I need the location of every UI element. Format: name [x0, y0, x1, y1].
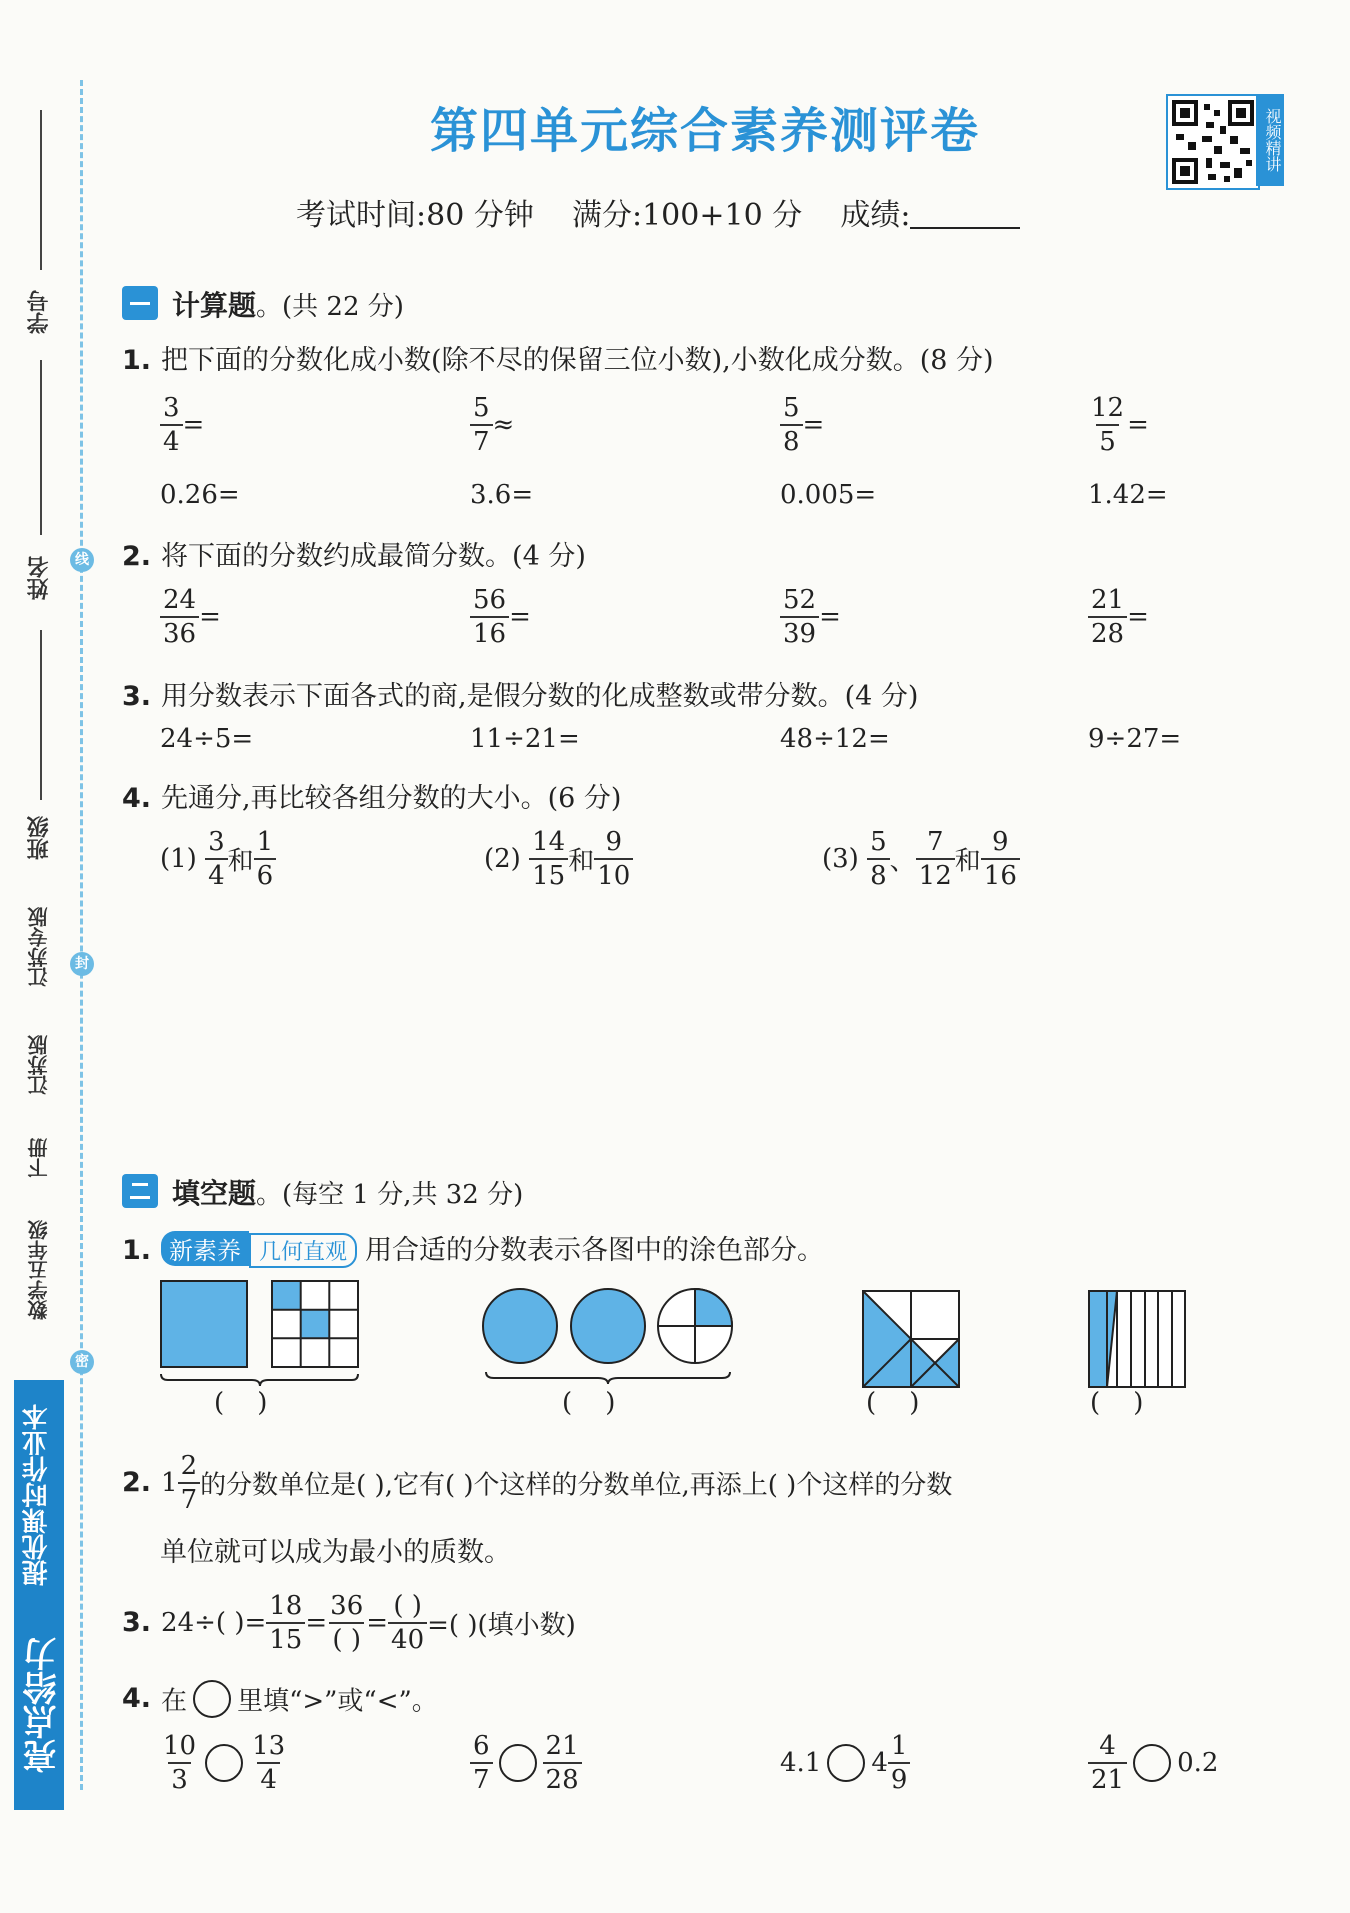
s1-q3-item-1: 24÷5= [160, 724, 254, 754]
s2-q4-compare-4: $\frac{4}{21}$ 0.2 [1088, 1730, 1218, 1796]
compare-circle-1[interactable] [205, 1744, 243, 1782]
s1-q4-group-1: (1) $\frac{3}{4}$ 和 $\frac{1}{6}$ [160, 826, 276, 892]
qr-tag-video: 视频精讲 [1256, 94, 1284, 186]
figure-4-answer[interactable]: ( ) [1090, 1388, 1144, 1418]
figure-3-answer[interactable]: ( ) [866, 1388, 920, 1418]
s1-q4-number: 4. [122, 783, 152, 814]
s1-q3-item-4: 9÷27= [1088, 724, 1182, 754]
s1-q1 [122, 338, 994, 377]
margin-label-volume: 下册 [27, 1138, 51, 1178]
s2-q4-compare-3: 4.1 4 $\frac{1}{9}$ [780, 1730, 910, 1796]
figure-1-square-grid [272, 1281, 358, 1367]
section-1-title: 计算题 [172, 289, 257, 322]
brand-series-name: 提优课时作业本 [22, 1404, 52, 1586]
s1-q1-decimal-3: 0.005= [780, 480, 877, 510]
s2-q1-number: 1. [122, 1235, 152, 1266]
s2-q2-fraction: $\frac{2}{7}$ [178, 1450, 201, 1516]
figure-4-strips [1088, 1290, 1188, 1390]
s1-q1-decimal-1: 0.26= [160, 480, 240, 510]
s2-q2-line-2: 单位就可以成为最小的质数。 [160, 1537, 511, 1568]
figure-2-circle-2 [571, 1289, 645, 1363]
s1-q3-text: 用分数表示下面各式的商,是假分数的化成整数或带分数。(4 分) [161, 681, 919, 712]
figure-3-triangles [862, 1290, 962, 1390]
margin-label-name: 姓名 [27, 556, 52, 600]
seal-feng: 封 [70, 952, 94, 976]
page-title: 第四单元综合素养测评卷 [429, 103, 980, 159]
figure-1-answer[interactable]: ( ) [214, 1388, 268, 1418]
s1-q4-group-3: (3) $\frac{5}{8}$ 、 $\frac{7}{12}$ 和 $\frac{9}{16}$ [822, 826, 1020, 892]
section-2-title: 填空题 [172, 1177, 257, 1210]
s2-q3-number: 3. [122, 1606, 152, 1638]
section-1-badge [122, 286, 158, 320]
s1-q1-text: 把下面的分数化成小数(除不尽的保留三位小数),小数化成分数。(8 分) [161, 345, 994, 376]
s2-q3-frac-3: $\frac{( )}{40}$ [388, 1590, 427, 1656]
seal-xian: 线 [70, 548, 94, 572]
s1-q2-frac-1: $\frac{24}{36}$ = [160, 584, 221, 650]
s2-q3-post: =( )(填小数) [427, 1610, 576, 1641]
section-1-note: 。(共 22 分) [256, 292, 404, 322]
section-2-badge [122, 1174, 158, 1208]
exam-score-label: 成绩: [840, 198, 911, 233]
figure-1-squares [160, 1280, 360, 1390]
section-2-note: 。(每空 1 分,共 32 分) [256, 1180, 524, 1210]
s1-q1-decimal-2: 3.6= [470, 480, 534, 510]
s2-q2-number: 2. [122, 1466, 152, 1498]
s1-q2-frac-3: $\frac{52}{39}$ = [780, 584, 841, 650]
s1-q4-group-2: (2) $\frac{14}{15}$ 和 $\frac{9}{10}$ [484, 826, 633, 892]
margin-label-student-id: 学号 [27, 290, 52, 334]
compare-circle-2[interactable] [499, 1744, 537, 1782]
figure-1-square-full [161, 1281, 247, 1367]
qr-code-icon [1168, 96, 1258, 188]
s2-q3-frac-1: $\frac{18}{15}$ [266, 1590, 305, 1656]
s2-q4: 4. 在 里填“>”或“<”。 [122, 1680, 438, 1718]
exam-info [296, 190, 1020, 234]
class-line [40, 630, 42, 800]
s1-q3-item-2: 11÷21= [470, 724, 580, 754]
s1-q3-number: 3. [122, 681, 152, 712]
name-line [40, 360, 42, 535]
score-blank[interactable] [910, 201, 1020, 229]
s2-q3-pre: 24÷( )= [161, 1608, 267, 1638]
s1-q3-item-3: 48÷12= [780, 724, 890, 754]
s2-q4-compare-1: $\frac{10}{3}$ $\frac{13}{4}$ [163, 1731, 286, 1795]
s2-q3-frac-2: $\frac{36}{( )}$ [330, 1591, 364, 1655]
s1-q3 [122, 674, 918, 713]
s1-q1-frac-3: $\frac{5}{8}$ = [780, 392, 824, 458]
s1-q2-frac-4: $\frac{21}{28}$ = [1088, 584, 1149, 650]
figure-1-brace [161, 1374, 358, 1386]
s1-q2-frac-2: $\frac{56}{16}$ = [470, 584, 531, 650]
s1-q1-frac-4: $\frac{12}{5}$ = [1091, 393, 1149, 457]
s1-q2 [122, 534, 586, 573]
s2-q2 [122, 1450, 952, 1516]
s2-q4-compare-2: $\frac{6}{7}$ $\frac{21}{28}$ [470, 1730, 582, 1796]
exam-time: 考试时间:80 分钟 [296, 198, 534, 233]
s2-q4-number: 4. [122, 1682, 152, 1714]
margin-label-version: 江苏版 [27, 1035, 51, 1095]
circle-icon [193, 1680, 231, 1718]
tag-new-literacy: 新素养 [161, 1231, 249, 1266]
margin-label-edition: 江苏专版 [27, 907, 51, 987]
tag-geometry: 几何直观 [249, 1233, 357, 1268]
brand-logo-text: 亮点给力 [23, 1637, 63, 1773]
qr-code[interactable] [1166, 94, 1260, 190]
seal-mi: 密 [70, 1350, 94, 1374]
figure-2-circle-3 [658, 1289, 732, 1363]
figure-2-brace [486, 1372, 730, 1384]
s1-q1-number: 1. [122, 345, 152, 376]
cut-line [80, 80, 83, 1790]
s2-q1-text: 用合适的分数表示各图中的涂色部分。 [365, 1235, 825, 1266]
s2-q2-text: 的分数单位是( ),它有( )个这样的分数单位,再添上( )个这样的分数 [200, 1470, 953, 1501]
s1-q2-number: 2. [122, 541, 152, 572]
brand-strip-top [14, 1380, 64, 1398]
compare-circle-3[interactable] [827, 1744, 865, 1782]
s2-q1 [122, 1228, 824, 1268]
s1-q1-frac-2: $\frac{5}{7}$ ≈ [470, 392, 514, 458]
s2-q2-whole: 1 [161, 1468, 178, 1498]
compare-circle-4[interactable] [1133, 1744, 1171, 1782]
s1-q1-frac-1: $\frac{3}{4}$ = [160, 392, 204, 458]
margin-label-grade: 数学五年级 [27, 1220, 51, 1320]
s1-q2-text: 将下面的分数约成最简分数。(4 分) [161, 541, 586, 572]
s2-q3: 3. 24÷( )= $\frac{18}{15}$ = $\frac{36}{( )}$ = $\frac{( )}{40}$ =( )(填小数) [122, 1591, 576, 1655]
margin-label-class: 班级 [27, 816, 52, 860]
s1-q4-text: 先通分,再比较各组分数的大小。(6 分) [161, 783, 622, 814]
figure-2-answer[interactable]: ( ) [562, 1388, 616, 1418]
s1-q4 [122, 776, 621, 815]
exam-full-score: 满分:100+10 分 [571, 198, 803, 233]
figure-2-circle-1 [483, 1289, 557, 1363]
figure-2-circles [482, 1286, 734, 1390]
s1-q1-decimal-4: 1.42= [1088, 480, 1168, 510]
